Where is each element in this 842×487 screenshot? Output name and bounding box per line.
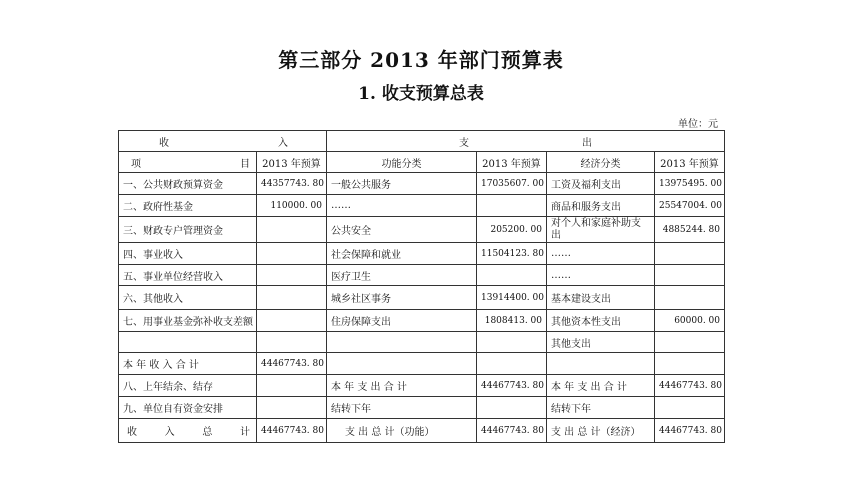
- func-item: 一般公共服务: [327, 173, 477, 195]
- unit-label: 单位：元: [678, 119, 718, 130]
- empty-cell: [257, 397, 327, 419]
- econ-item: 工资及福利支出: [547, 173, 655, 195]
- income-value: [257, 265, 327, 286]
- table-row: [119, 195, 725, 217]
- grand-total-row: [119, 419, 725, 443]
- econ-item: 结转下年: [547, 397, 655, 419]
- income-item: 一、公共财政预算资金: [119, 173, 257, 195]
- header-expense: 支 出: [327, 131, 725, 152]
- table-row: [119, 265, 725, 286]
- grand-total-func-label: 支 出 总 计（功能）: [327, 419, 477, 443]
- func-item: ……: [327, 195, 477, 217]
- empty-cell: [655, 397, 725, 419]
- budget-summary-table: [118, 130, 725, 443]
- header-budget-income: 2013 年预算: [257, 152, 327, 173]
- econ-value: [655, 265, 725, 286]
- empty-cell: [655, 353, 725, 375]
- econ-value: 60000. 00: [655, 310, 725, 332]
- income-item: 六、其他收入: [119, 286, 257, 310]
- func-item: 医疗卫生: [327, 265, 477, 286]
- header-row-columns: [119, 152, 725, 173]
- income-item: 九、单位自有资金安排: [119, 397, 257, 419]
- empty-cell: [477, 353, 547, 375]
- table-row: [119, 332, 725, 353]
- income-value: [257, 243, 327, 265]
- func-total-value: 44467743. 80: [477, 375, 547, 397]
- income-value: [257, 286, 327, 310]
- income-total-value: 44467743. 80: [257, 353, 327, 375]
- func-item: [327, 332, 477, 353]
- income-value: [257, 332, 327, 353]
- econ-value: 4885244. 80: [655, 217, 725, 243]
- func-value: 13914400. 00: [477, 286, 547, 310]
- func-value: [477, 265, 547, 286]
- income-value: [257, 217, 327, 243]
- func-item: 公共安全: [327, 217, 477, 243]
- income-item: 七、用事业基金弥补收支差额: [119, 310, 257, 332]
- econ-value: 25547004. 00: [655, 195, 725, 217]
- grand-total-func-value: 44467743. 80: [477, 419, 547, 443]
- header-income: 收 入: [119, 131, 327, 152]
- income-item: 二、政府性基金: [119, 195, 257, 217]
- grand-total-income-label: 收 入 总 计: [119, 419, 257, 443]
- func-item: 城乡社区事务: [327, 286, 477, 310]
- econ-item: 其他支出: [547, 332, 655, 353]
- econ-item: 其他资本性支出: [547, 310, 655, 332]
- func-value: 11504123. 80: [477, 243, 547, 265]
- empty-cell: [327, 353, 477, 375]
- income-item: 四、事业收入: [119, 243, 257, 265]
- income-value: 44357743. 80: [257, 173, 327, 195]
- econ-value: 13975495. 00: [655, 173, 725, 195]
- income-value: [257, 310, 327, 332]
- table-row: [119, 217, 725, 243]
- econ-item: ……: [547, 265, 655, 286]
- page-title: 第三部分 2013 年部门预算表: [278, 48, 564, 72]
- func-item: 住房保障支出: [327, 310, 477, 332]
- empty-cell: [257, 375, 327, 397]
- func-value: 17035607. 00: [477, 173, 547, 195]
- header-budget-func: 2013 年预算: [477, 152, 547, 173]
- header-budget-econ: 2013 年预算: [655, 152, 725, 173]
- func-item: 结转下年: [327, 397, 477, 419]
- income-item: 五、事业单位经营收入: [119, 265, 257, 286]
- table-row: [119, 310, 725, 332]
- table-subtitle: 1. 收支预算总表: [358, 84, 484, 104]
- econ-total-label: 本 年 支 出 合 计: [547, 375, 655, 397]
- table-row: [119, 243, 725, 265]
- self-funds-row: [119, 397, 725, 419]
- func-value: 205200. 00: [477, 217, 547, 243]
- income-item: 八、上年结余、结存: [119, 375, 257, 397]
- func-total-label: 本 年 支 出 合 计: [327, 375, 477, 397]
- header-econ-class: 经济分类: [547, 152, 655, 173]
- econ-value: [655, 243, 725, 265]
- header-row-group: [119, 131, 725, 152]
- econ-value: [655, 332, 725, 353]
- econ-item: 基本建设支出: [547, 286, 655, 310]
- income-item: [119, 332, 257, 353]
- table-row: [119, 286, 725, 310]
- grand-total-econ-label: 支 出 总 计（经济）: [547, 419, 655, 443]
- header-item: 项 目: [119, 152, 257, 173]
- empty-cell: [547, 353, 655, 375]
- econ-item: ……: [547, 243, 655, 265]
- econ-item: 对个人和家庭补助支出: [547, 217, 655, 243]
- header-func-class: 功能分类: [327, 152, 477, 173]
- func-item: 社会保障和就业: [327, 243, 477, 265]
- income-value: 110000. 00: [257, 195, 327, 217]
- func-value: [477, 195, 547, 217]
- econ-value: [655, 286, 725, 310]
- grand-total-econ-value: 44467743. 80: [655, 419, 725, 443]
- table-row: [119, 173, 725, 195]
- prev-balance-row: [119, 375, 725, 397]
- empty-cell: [477, 397, 547, 419]
- income-total-label: 本 年 收 入 合 计: [119, 353, 257, 375]
- income-item: 三、财政专户管理资金: [119, 217, 257, 243]
- func-value: [477, 332, 547, 353]
- econ-item: 商品和服务支出: [547, 195, 655, 217]
- func-value: 1808413. 00: [477, 310, 547, 332]
- econ-total-value: 44467743. 80: [655, 375, 725, 397]
- grand-total-income-value: 44467743. 80: [257, 419, 327, 443]
- income-total-row: [119, 353, 725, 375]
